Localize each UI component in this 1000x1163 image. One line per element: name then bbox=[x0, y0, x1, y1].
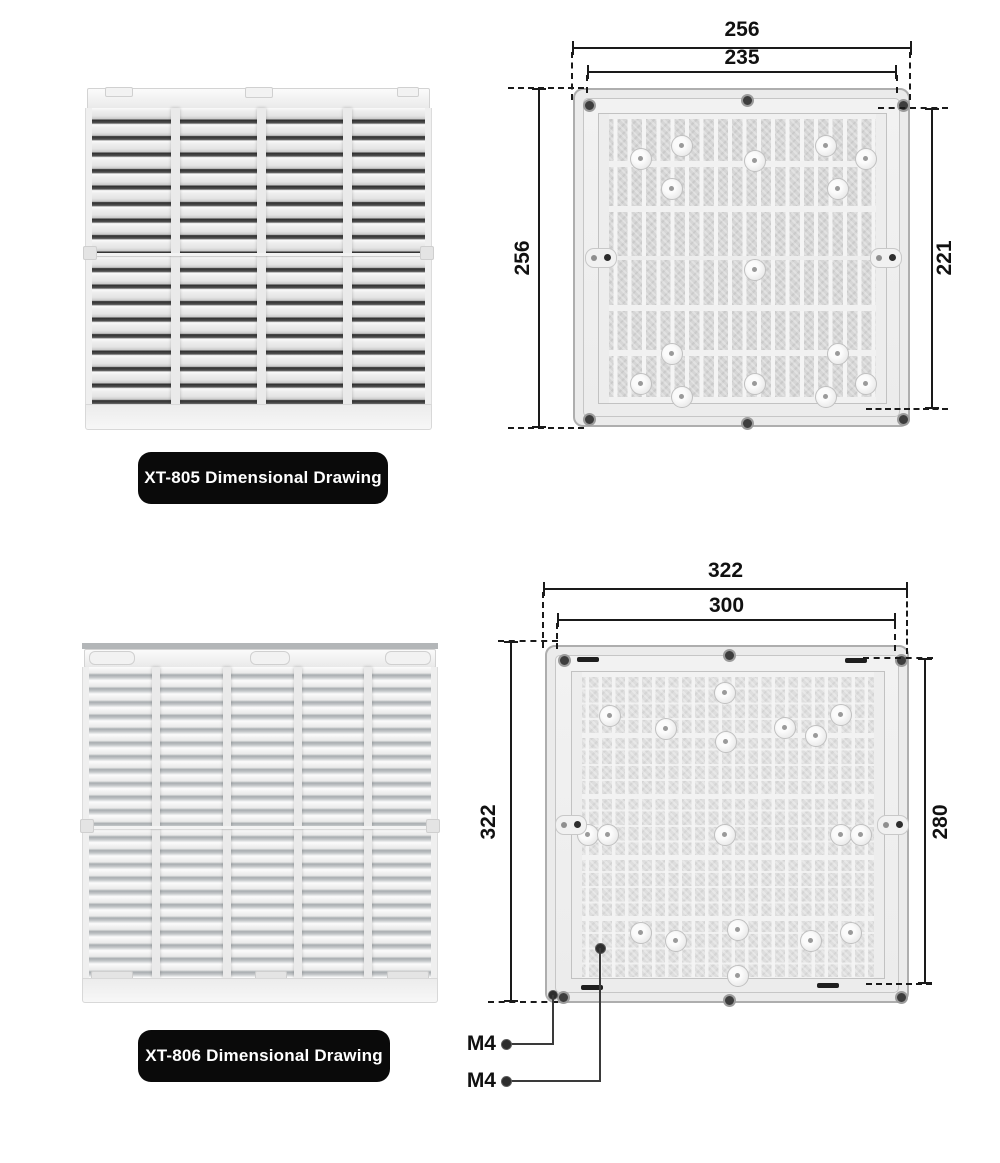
screw-boss bbox=[727, 919, 749, 941]
frame-screw bbox=[741, 94, 754, 107]
screw-boss bbox=[630, 922, 652, 944]
extension-line bbox=[571, 52, 573, 100]
m4-leader-dot bbox=[501, 1076, 512, 1087]
xt805-seam-clip-right bbox=[420, 246, 434, 260]
xt806-caption-text: XT-806 Dimensional Drawing bbox=[145, 1046, 383, 1065]
xt805-seam-clip-left bbox=[83, 246, 97, 260]
screw-boss bbox=[599, 705, 621, 727]
clip-slot bbox=[577, 657, 599, 662]
xt805-column-support bbox=[257, 108, 266, 405]
frame-screw bbox=[895, 991, 908, 1004]
side-mount-boss bbox=[877, 815, 909, 835]
extension-line bbox=[866, 983, 932, 985]
xt806-mid-seam bbox=[83, 826, 437, 829]
xt805-cap-tab-right bbox=[397, 87, 419, 97]
xt806-inner-width-dim-line bbox=[557, 619, 896, 621]
screw-boss bbox=[744, 150, 766, 172]
screw-boss bbox=[714, 824, 736, 846]
frame-screw bbox=[897, 413, 910, 426]
xt805-cap-tab-left bbox=[105, 87, 133, 97]
xt805-grille-base bbox=[85, 404, 432, 430]
xt806-louver-slats bbox=[82, 667, 438, 978]
screw-boss bbox=[774, 717, 796, 739]
xt805-louver-slats bbox=[85, 108, 432, 405]
xt806-outer-height-value: 322 bbox=[477, 804, 500, 840]
frame-screw bbox=[723, 994, 736, 1007]
frame-screw bbox=[558, 654, 571, 667]
screw-boss bbox=[815, 135, 837, 157]
screw-boss bbox=[630, 148, 652, 170]
frame-screw bbox=[557, 991, 570, 1004]
extension-line bbox=[909, 52, 911, 100]
xt805-inner-width-dim-line bbox=[587, 71, 897, 73]
screw-boss bbox=[671, 386, 693, 408]
extension-line bbox=[896, 75, 898, 93]
xt806-cap-tab-right bbox=[385, 651, 431, 665]
xt806-column-support bbox=[364, 667, 372, 978]
clip-slot bbox=[817, 983, 839, 988]
xt806-inner-height-dim-line bbox=[924, 658, 926, 984]
m4-callout-line bbox=[552, 995, 554, 1044]
screw-boss bbox=[671, 135, 693, 157]
xt805-outer-height-value: 256 bbox=[511, 240, 534, 276]
screw-boss bbox=[815, 386, 837, 408]
screw-boss bbox=[800, 930, 822, 952]
screw-boss bbox=[827, 343, 849, 365]
xt806-inner-width-value: 300 bbox=[708, 594, 745, 617]
xt805-outer-height-dim-line bbox=[538, 88, 540, 428]
frame-screw bbox=[897, 99, 910, 112]
extension-line bbox=[894, 623, 896, 651]
screw-boss bbox=[744, 373, 766, 395]
xt806-cap-tab-left bbox=[89, 651, 135, 665]
xt806-cap-tab-center bbox=[250, 651, 290, 665]
side-mount-boss bbox=[585, 248, 617, 268]
xt806-column-support bbox=[223, 667, 231, 978]
xt805-mid-seam bbox=[86, 253, 431, 256]
xt806-seam-clip-right bbox=[426, 819, 440, 833]
xt805-cap-tab-center bbox=[245, 87, 273, 98]
extension-line bbox=[586, 75, 588, 93]
screw-boss bbox=[661, 178, 683, 200]
xt806-inner-height-value: 280 bbox=[929, 804, 952, 840]
xt806-outer-width-value: 322 bbox=[707, 559, 744, 582]
screw-boss bbox=[665, 930, 687, 952]
extension-line bbox=[863, 657, 933, 659]
xt805-caption-text: XT-805 Dimensional Drawing bbox=[144, 468, 382, 487]
xt805-front-photo bbox=[85, 88, 432, 430]
m4-leader-dot bbox=[501, 1039, 512, 1050]
m4-callout-line bbox=[599, 948, 601, 1081]
frame-screw bbox=[741, 417, 754, 430]
xt806-outer-height-dim-line bbox=[510, 641, 512, 1002]
extension-line bbox=[508, 87, 584, 89]
m4-callout-line bbox=[510, 1043, 554, 1045]
m4-callout-line bbox=[510, 1080, 601, 1082]
screw-boss bbox=[830, 704, 852, 726]
screw-boss bbox=[805, 725, 827, 747]
screw-boss bbox=[597, 824, 619, 846]
extension-line bbox=[488, 1001, 558, 1003]
screw-boss bbox=[715, 731, 737, 753]
screw-boss bbox=[714, 682, 736, 704]
xt805-caption bbox=[138, 452, 388, 504]
screw-boss bbox=[655, 718, 677, 740]
screw-boss bbox=[855, 148, 877, 170]
m4-callout-label: M4 bbox=[466, 1032, 496, 1055]
frame-screw bbox=[895, 654, 908, 667]
xt806-grille-base bbox=[82, 978, 438, 1003]
frame-screw bbox=[583, 413, 596, 426]
screw-boss bbox=[661, 343, 683, 365]
xt806-front-photo bbox=[82, 643, 438, 1003]
side-mount-boss bbox=[555, 815, 587, 835]
extension-line bbox=[556, 623, 558, 649]
xt805-column-support bbox=[343, 108, 352, 405]
xt806-column-support bbox=[294, 667, 302, 978]
xt805-inner-height-value: 221 bbox=[933, 240, 956, 276]
screw-boss bbox=[830, 824, 852, 846]
xt805-outer-width-value: 256 bbox=[724, 18, 760, 41]
extension-line bbox=[508, 427, 584, 429]
screw-boss bbox=[727, 965, 749, 987]
extension-line bbox=[878, 107, 948, 109]
xt806-outer-width-dim-line bbox=[543, 588, 908, 590]
frame-screw bbox=[583, 99, 596, 112]
xt805-rear-drawing bbox=[573, 88, 910, 427]
xt806-seam-clip-left bbox=[80, 819, 94, 833]
screw-boss bbox=[855, 373, 877, 395]
m4-callout-label: M4 bbox=[466, 1069, 496, 1092]
xt806-column-support bbox=[152, 667, 160, 978]
extension-line bbox=[906, 592, 908, 654]
screw-boss bbox=[850, 824, 872, 846]
screw-boss bbox=[840, 922, 862, 944]
xt806-caption bbox=[138, 1030, 390, 1082]
screw-boss bbox=[827, 178, 849, 200]
side-mount-boss bbox=[870, 248, 902, 268]
xt805-inner-width-value: 235 bbox=[724, 46, 760, 69]
screw-boss bbox=[630, 373, 652, 395]
screw-boss bbox=[744, 259, 766, 281]
xt805-column-support bbox=[171, 108, 180, 405]
extension-line bbox=[866, 408, 948, 410]
extension-line bbox=[498, 640, 558, 642]
frame-screw bbox=[723, 649, 736, 662]
